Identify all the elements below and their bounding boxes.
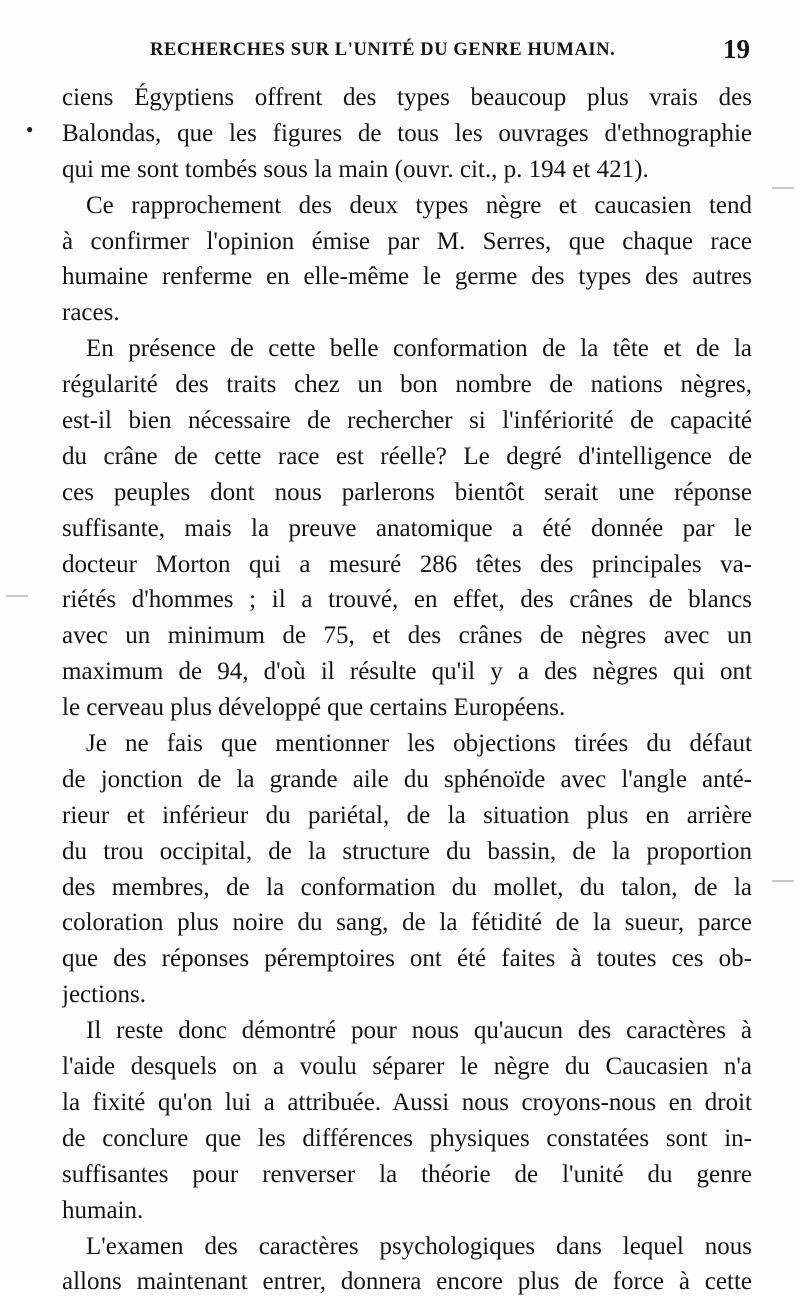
text-line: humaine renferme en elle-même le germe des types des autres (62, 259, 752, 295)
text-line: qui me sont tombés sous la main (ouvr. cit., p. 194 et 421). (62, 152, 752, 188)
text-line: du crâne de cette race est réelle? Le degré d'intelligence de (62, 439, 752, 475)
text-line: Je ne fais que mentionner les objections tirées du défaut (62, 726, 752, 762)
text-line: Il reste donc démontré pour nous qu'aucun des caractères à (62, 1013, 752, 1049)
text-line: humain. (62, 1193, 752, 1229)
text-line: coloration plus noire du sang, de la fétidité de la sueur, parce (62, 905, 752, 941)
text-line: maximum de 94, d'où il résulte qu'il y a des nègres qui ont (62, 654, 752, 690)
text-line: régularité des traits chez un bon nombre de nations nègres, (62, 367, 752, 403)
text-line: des membres, de la conformation du mollet, du talon, de la (62, 870, 752, 906)
text-line: ces peuples dont nous parlerons bientôt serait une réponse (62, 475, 752, 511)
text-line: rieur et inférieur du pariétal, de la situation plus en arrière (62, 798, 752, 834)
text-line: ciens Égyptiens offrent des types beaucoup plus vrais des (62, 80, 752, 116)
text-line: de jonction de la grande aile du sphénoïde avec l'angle anté- (62, 762, 752, 798)
text-line: suffisante, mais la preuve anatomique a été donnée par le (62, 511, 752, 547)
text-line: Balondas, que les figures de tous les ouvrages d'ethnographie (62, 116, 752, 152)
page-number: 19 (723, 34, 750, 65)
text-line: que des réponses péremptoires ont été faites à toutes ces ob- (62, 941, 752, 977)
text-line: jections. (62, 977, 752, 1013)
text-line: riétés d'hommes ; il a trouvé, en effet, des crânes de blancs (62, 582, 752, 618)
paragraph (62, 188, 752, 332)
paragraph (62, 1013, 752, 1228)
margin-dot: ● (26, 122, 33, 137)
margin-tick (772, 880, 794, 882)
paragraph (62, 726, 752, 1013)
margin-tick (6, 595, 28, 597)
text-line: L'examen des caractères psychologiques dans lequel nous (62, 1229, 752, 1265)
text-line: allons maintenant entrer, donnera encore plus de force à cette (62, 1264, 752, 1300)
running-head (60, 34, 750, 68)
text-line: le cerveau plus développé que certains Européens. (62, 690, 752, 726)
text-line: de conclure que les différences physiques constatées sont in- (62, 1121, 752, 1157)
text-line: l'aide desquels on a voulu séparer le nègre du Caucasien n'a (62, 1049, 752, 1085)
text-line: la fixité qu'on lui a attribuée. Aussi nous croyons-nous en droit (62, 1085, 752, 1121)
running-title: RECHERCHES SUR L'UNITÉ DU GENRE HUMAIN. (150, 40, 615, 61)
body-text (62, 80, 752, 1300)
text-line: du trou occipital, de la structure du bassin, de la proportion (62, 834, 752, 870)
margin-tick (772, 187, 794, 189)
text-line: est-il bien nécessaire de rechercher si l'infériorité de capacité (62, 403, 752, 439)
text-line: avec un minimum de 75, et des crânes de nègres avec un (62, 618, 752, 654)
text-line: suffisantes pour renverser la théorie de l'unité du genre (62, 1157, 752, 1193)
paragraph (62, 331, 752, 726)
paragraph (62, 1229, 752, 1300)
text-line: Ce rapprochement des deux types nègre et caucasien tend (62, 188, 752, 224)
text-line: En présence de cette belle conformation de la tête et de la (62, 331, 752, 367)
text-line: à confirmer l'opinion émise par M. Serres, que chaque race (62, 224, 752, 260)
paragraph (62, 80, 752, 188)
text-line: docteur Morton qui a mesuré 286 têtes des principales va- (62, 547, 752, 583)
text-line: races. (62, 295, 752, 331)
